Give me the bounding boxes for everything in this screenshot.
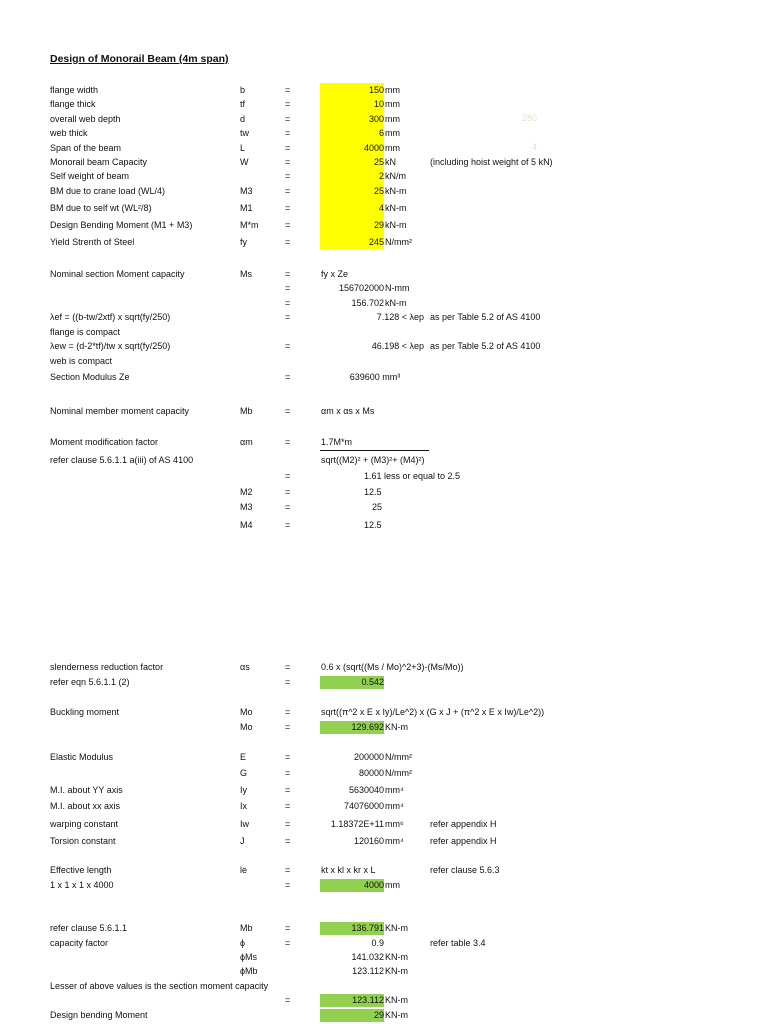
input-value[interactable]: 245 — [368, 237, 384, 247]
le-note: refer clause 5.6.3 — [430, 865, 500, 875]
row-phims — [0, 951, 768, 964]
equals: = — [285, 880, 291, 890]
equals: = — [285, 836, 291, 846]
equals: = — [285, 85, 291, 95]
property-unit: mm⁴ — [385, 785, 404, 795]
ms-label: Nominal section Moment capacity — [50, 269, 185, 279]
input-unit: kN/m — [385, 171, 406, 181]
row-lef — [0, 311, 768, 324]
input-label: Monorail beam Capacity — [50, 157, 148, 167]
input-value[interactable]: 25 — [373, 186, 384, 196]
property-symbol: G — [240, 768, 248, 778]
row-ze — [0, 371, 768, 384]
equals: = — [285, 312, 291, 322]
equals: = — [285, 220, 291, 230]
row-mb — [0, 405, 768, 418]
input-row — [0, 170, 768, 183]
input-label: Design Bending Moment (M1 + M3) — [50, 220, 193, 230]
am-denominator: sqrt((M2)² + (M3)²+ (M4)²) — [321, 455, 425, 465]
input-row — [0, 84, 768, 97]
input-row — [0, 113, 768, 126]
equals: = — [285, 114, 291, 124]
input-label: Yield Strenth of Steel — [50, 237, 135, 247]
property-value: 1.18372E+11 — [330, 819, 384, 829]
property-unit: mm⁶ — [385, 819, 404, 829]
property-unit: N/mm² — [385, 768, 412, 778]
input-unit: kN — [385, 157, 396, 167]
cf-label: capacity factor — [50, 938, 109, 948]
input-unit: kN-m — [385, 220, 407, 230]
ze-label: Section Modulus Ze — [50, 372, 130, 382]
input-label: BM due to self wt (WL²/8) — [50, 203, 152, 213]
page-title: Design of Monorail Beam (4m span) — [50, 53, 229, 65]
input-label: Self weight of beam — [50, 171, 130, 181]
phims-symbol: ϕMs — [240, 952, 258, 962]
property-row — [0, 818, 768, 831]
ms-nmm-unit: N-mm — [385, 283, 410, 293]
property-value: 5630040 — [348, 785, 384, 795]
row-mo-val — [0, 721, 768, 734]
equals: = — [285, 819, 291, 829]
property-note: refer appendix H — [430, 819, 497, 829]
equals: = — [285, 406, 291, 416]
property-row — [0, 835, 768, 848]
input-symbol: M1 — [240, 203, 253, 213]
mo-symbol: Mo — [240, 707, 253, 717]
property-label: warping constant — [50, 819, 119, 829]
equals: = — [285, 520, 291, 530]
m3-symbol: M3 — [240, 502, 253, 512]
lew-value: 46.198 < λep — [371, 341, 424, 351]
phimb-symbol: ϕMb — [240, 966, 258, 976]
row-m4 — [0, 519, 768, 532]
le-unit: mm — [385, 880, 400, 890]
property-symbol: Iw — [240, 819, 249, 829]
cap-mb-value: 136.791 — [320, 922, 384, 935]
input-unit: kN-m — [385, 203, 407, 213]
buckling-label: Buckling moment — [50, 707, 120, 717]
equals: = — [285, 283, 291, 293]
input-symbol: M3 — [240, 186, 253, 196]
m4-symbol: M4 — [240, 520, 253, 530]
input-note: (including hoist weight of 5 kN) — [430, 157, 553, 167]
phims-value: 141.032 — [351, 952, 384, 962]
input-label: flange width — [50, 85, 99, 95]
property-unit: N/mm² — [385, 752, 412, 762]
phims-unit: KN-m — [385, 952, 408, 962]
lef-note: as per Table 5.2 of AS 4100 — [430, 312, 541, 322]
equals: = — [285, 298, 291, 308]
le-calc: 1 x 1 x 1 x 4000 — [50, 880, 114, 890]
row-mo-expr — [0, 706, 768, 719]
ms-symbol: Ms — [240, 269, 252, 279]
property-note: refer appendix H — [430, 836, 497, 846]
equals: = — [285, 341, 291, 351]
equals: = — [285, 157, 291, 167]
row-lew — [0, 340, 768, 353]
m2-symbol: M2 — [240, 487, 253, 497]
ze-value: 639600 mm³ — [349, 372, 401, 382]
input-unit: mm — [385, 143, 400, 153]
input-value[interactable]: 4 — [378, 203, 384, 213]
row-ms-nmm — [0, 282, 768, 295]
row-m2 — [0, 486, 768, 499]
input-unit: mm — [385, 128, 400, 138]
input-unit: mm — [385, 114, 400, 124]
property-symbol: J — [240, 836, 245, 846]
fraction-line — [320, 450, 429, 451]
equals: = — [285, 186, 291, 196]
equals: = — [285, 995, 291, 1005]
ghost-value: 4 — [532, 142, 538, 152]
input-symbol: tw — [240, 128, 249, 138]
equals: = — [285, 99, 291, 109]
property-symbol: Ix — [240, 801, 248, 811]
input-unit: kN-m — [385, 186, 407, 196]
equals: = — [285, 707, 291, 717]
mo-expression: sqrt((π^2 x E x Iy)/Le^2) x (G x J + (π^2 x E x Iw)/Le^2)) — [321, 707, 545, 717]
input-unit: mm — [385, 85, 400, 95]
lef-label: λef = ((b-tw/2xtf) x sqrt(fy/250) — [50, 312, 171, 322]
equals: = — [285, 865, 291, 875]
row-m3 — [0, 501, 768, 514]
input-symbol: fy — [240, 237, 248, 247]
ms-knm-value: 156.702 — [351, 298, 384, 308]
srf-value: 0.542 — [320, 676, 384, 689]
equals: = — [285, 437, 291, 447]
property-label: M.I. about xx axis — [50, 801, 121, 811]
input-label: Span of the beam — [50, 143, 122, 153]
row-le-val — [0, 879, 768, 892]
mo-value: 129.692 — [320, 721, 384, 734]
input-value[interactable]: 300 — [368, 114, 384, 124]
cap-ref: refer clause 5.6.1.1 — [50, 923, 128, 933]
cap-mb-unit: KN-m — [385, 923, 408, 933]
row-cf — [0, 937, 768, 950]
equals: = — [285, 768, 291, 778]
mb-expression: αm x αs x Ms — [321, 406, 375, 416]
input-symbol: b — [240, 85, 246, 95]
final-value: 123.112 — [320, 994, 384, 1007]
equals: = — [285, 487, 291, 497]
flange-compact-text: flange is compact — [50, 327, 121, 337]
clause-text: refer clause 5.6.1.1 a(iii) of AS 4100 — [50, 455, 194, 465]
property-label: M.I. about YY axis — [50, 785, 123, 795]
equals: = — [285, 203, 291, 213]
property-symbol: E — [240, 752, 247, 762]
equals: = — [285, 372, 291, 382]
web-compact-text: web is compact — [50, 356, 113, 366]
input-row — [0, 156, 768, 169]
property-value: 200000 — [353, 752, 384, 762]
row-le — [0, 864, 768, 877]
lew-label: λew = (d-2*tf)/tw x sqrt(fy/250) — [50, 341, 171, 351]
property-value: 74076000 — [343, 801, 384, 811]
equals: = — [285, 938, 291, 948]
row-dbm — [0, 1009, 768, 1022]
row-ms — [0, 268, 768, 281]
input-value[interactable]: 29 — [373, 220, 384, 230]
input-row — [0, 236, 768, 249]
input-symbol: W — [240, 157, 249, 167]
ms-expression: fy x Ze — [321, 269, 349, 279]
row-am-val — [0, 470, 768, 483]
m4-value: 12.5 — [364, 520, 382, 530]
input-symbol: d — [240, 114, 246, 124]
equals: = — [285, 801, 291, 811]
dbm-unit: KN-m — [385, 1010, 408, 1020]
srf-ref: refer eqn 5.6.1.1 (2) — [50, 677, 130, 687]
equals: = — [285, 662, 291, 672]
equals: = — [285, 923, 291, 933]
cf-value: 0.9 — [371, 938, 384, 948]
ghost-value: 280 — [522, 113, 538, 123]
row-phimb — [0, 965, 768, 978]
input-row — [0, 127, 768, 140]
row-lesser — [0, 980, 768, 993]
equals: = — [285, 752, 291, 762]
equals: = — [285, 677, 291, 687]
row-flange-compact — [0, 326, 768, 339]
input-row — [0, 98, 768, 111]
input-row — [0, 202, 768, 215]
equals: = — [285, 722, 291, 732]
le-symbol: le — [240, 865, 248, 875]
le-expression: kt x kl x kr x L — [321, 865, 376, 875]
final-unit: KN-m — [385, 995, 408, 1005]
cap-mb-symbol: Mb — [240, 923, 253, 933]
property-value: 120160 — [353, 836, 384, 846]
input-value[interactable]: 4000 — [363, 143, 384, 153]
input-value[interactable]: 25 — [373, 157, 384, 167]
input-row — [0, 185, 768, 198]
row-am-den — [0, 454, 768, 467]
input-row — [0, 219, 768, 232]
phimb-value: 123.112 — [352, 966, 384, 976]
property-row — [0, 800, 768, 813]
ms-knm-unit: kN-m — [385, 298, 407, 308]
row-srf-val — [0, 676, 768, 689]
input-value[interactable]: 150 — [368, 85, 384, 95]
mb-label: Nominal member moment capacity — [50, 406, 190, 416]
input-symbol: tf — [240, 99, 246, 109]
equals: = — [285, 471, 291, 481]
lef-value: 7.128 < λep — [376, 312, 424, 322]
property-label: Torsion constant — [50, 836, 116, 846]
input-unit: N/mm² — [385, 237, 412, 247]
input-label: BM due to crane load (WL/4) — [50, 186, 166, 196]
mb-symbol: Mb — [240, 406, 253, 416]
row-am — [0, 436, 768, 449]
property-row — [0, 784, 768, 797]
property-value: 80000 — [358, 768, 384, 778]
dbm-value: 29 — [320, 1009, 384, 1022]
property-unit: mm⁴ — [385, 801, 404, 811]
le-value: 4000 — [320, 879, 384, 892]
property-label: Elastic Modulus — [50, 752, 114, 762]
input-value[interactable]: 10 — [373, 99, 384, 109]
row-cap-mb — [0, 922, 768, 935]
am-value: 1.61 less or equal to 2.5 — [364, 471, 461, 481]
srf-label: slenderness reduction factor — [50, 662, 164, 672]
equals: = — [285, 143, 291, 153]
am-symbol: αm — [240, 437, 253, 447]
mo-symbol: Mo — [240, 722, 253, 732]
equals: = — [285, 128, 291, 138]
row-web-compact — [0, 355, 768, 368]
property-unit: mm⁴ — [385, 836, 404, 846]
property-row — [0, 767, 768, 780]
phimb-unit: KN-m — [385, 966, 408, 976]
input-unit: mm — [385, 99, 400, 109]
equals: = — [285, 785, 291, 795]
cf-note: refer table 3.4 — [430, 938, 486, 948]
m3-value: 25 — [372, 502, 383, 512]
row-ms-knm — [0, 297, 768, 310]
am-numerator: 1.7M*m — [321, 437, 353, 447]
srf-symbol: αs — [240, 662, 250, 672]
input-label: flange thick — [50, 99, 96, 109]
am-label: Moment modification factor — [50, 437, 159, 447]
equals: = — [285, 237, 291, 247]
lew-note: as per Table 5.2 of AS 4100 — [430, 341, 541, 351]
input-value[interactable]: 2 — [378, 171, 384, 181]
property-row — [0, 751, 768, 764]
input-row — [0, 142, 768, 155]
le-label: Effective length — [50, 865, 112, 875]
srf-expression: 0.6 x (sqrt((Ms / Mo)^2+3)-(Ms/Mo)) — [321, 662, 464, 672]
row-srf — [0, 661, 768, 674]
input-symbol: M*m — [240, 220, 259, 230]
equals: = — [285, 269, 291, 279]
lesser-text: Lesser of above values is the section moment capacity — [50, 981, 269, 991]
cf-symbol: ϕ — [240, 938, 246, 948]
input-value[interactable]: 6 — [378, 128, 384, 138]
input-label: overall web depth — [50, 114, 121, 124]
dbm-label: Design bending Moment — [50, 1010, 148, 1020]
mo-unit: KN-m — [385, 722, 408, 732]
property-symbol: Iy — [240, 785, 248, 795]
input-label: web thick — [50, 128, 88, 138]
equals: = — [285, 171, 291, 181]
input-symbol: L — [240, 143, 246, 153]
ms-nmm-value: 156702000 — [338, 283, 384, 293]
row-final — [0, 994, 768, 1007]
equals: = — [285, 502, 291, 512]
m2-value: 12.5 — [364, 487, 382, 497]
